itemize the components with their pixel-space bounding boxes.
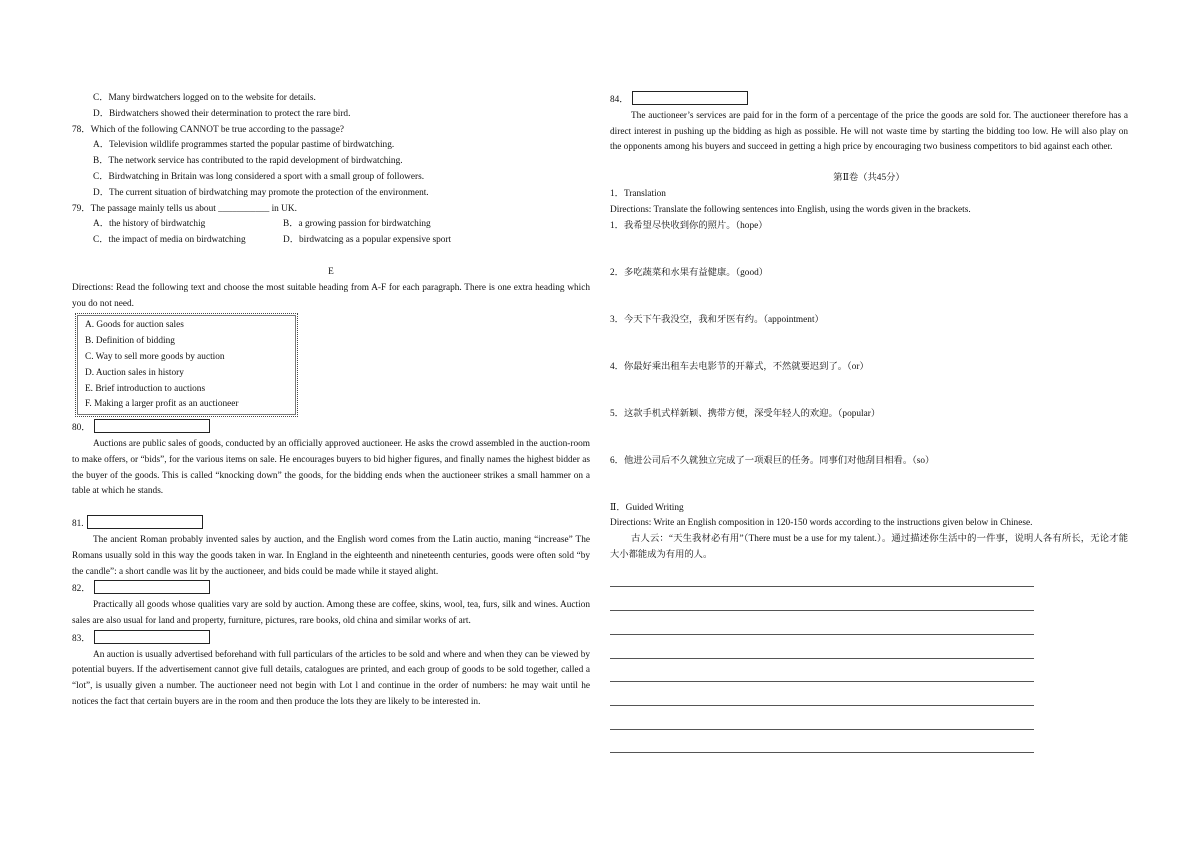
q83-answer-box[interactable] bbox=[94, 630, 210, 644]
writing-line[interactable] bbox=[610, 659, 1034, 683]
q80-number: 80． bbox=[72, 423, 91, 434]
writing-line[interactable] bbox=[610, 587, 1034, 611]
q78-stem: 78．Which of the following CANNOT be true according to the passage? bbox=[72, 124, 344, 135]
q79-option-c: C．the impact of media on birdwatching bbox=[93, 235, 246, 246]
guided-writing-title: Ⅱ．Guided Writing bbox=[610, 502, 684, 513]
q79-option-a: A．the history of birdwatchig bbox=[93, 219, 206, 230]
left-column bbox=[72, 91, 590, 711]
q80-answer-box[interactable] bbox=[94, 419, 210, 433]
q82-number: 82． bbox=[72, 584, 91, 595]
section-e-directions: Directions: Read the following text and choose the most suitable heading from A-F for each paragraph. There is one extra heading which you do not need. bbox=[72, 282, 590, 309]
heading-option-f: F. Making a larger profit as an auctioneer bbox=[85, 399, 239, 410]
q79-option-d: D．birdwatcing as a popular expensive sport bbox=[283, 235, 452, 246]
q84-paragraph: The auctioneer’s services are paid for in the form of a percentage of the price the goods are sold for. The auctioneer therefore has a direct interest in pushing up the bidding as high as possible. He will not waste time by starting the bidding too low. He will also play on the opponents among his buyers and succeed in getting a high price by encouraging two business competitors to bid against each other. bbox=[610, 110, 1128, 153]
headings-box bbox=[75, 313, 298, 417]
q78-option-a: A．Television wildlife programmes started the popular pastime of birdwatching. bbox=[93, 140, 395, 151]
q81-number: 81. bbox=[72, 519, 84, 530]
writing-line[interactable] bbox=[610, 611, 1034, 635]
q84-number: 84． bbox=[610, 95, 629, 105]
q78-option-c: C．Birdwatching in Britain was long considered a sport with a small group of followers. bbox=[93, 171, 425, 182]
translation-item-4[interactable] bbox=[610, 360, 1128, 407]
q80-label bbox=[72, 419, 590, 437]
q79-options-row-2 bbox=[72, 233, 590, 249]
heading-option-b: B. Definition of bidding bbox=[85, 336, 175, 347]
translation-item-5-text: 5．这款手机式样新颖、携带方便，深受年轻人的欢迎。（popular） bbox=[610, 408, 881, 419]
writing-line[interactable] bbox=[610, 564, 1034, 588]
heading-option-d: D. Auction sales in history bbox=[85, 367, 184, 378]
q79-stem: 79．The passage mainly tells us about ___________ in UK. bbox=[72, 203, 297, 214]
q81-label bbox=[72, 515, 590, 533]
translation-title: 1．Translation bbox=[610, 188, 666, 199]
q82-paragraph: Practically all goods whose qualities vary are sold by auction. Among these are coffee, skins, wool, tea, furs, silk and wines. Auction sales are also usual for land and property, furniture, pictures, rare books, old china and similar works of art. bbox=[72, 600, 590, 626]
translation-item-6-text: 6．他进公司后不久就独立完成了一项艰巨的任务。同事们对他刮目相看。（so） bbox=[610, 455, 935, 466]
right-column bbox=[610, 91, 1128, 753]
translation-item-3[interactable] bbox=[610, 313, 1128, 360]
q82-label bbox=[72, 580, 590, 598]
writing-line[interactable] bbox=[610, 706, 1034, 730]
q77-option-d: D．Birdwatchers showed their determination to protect the rare bird. bbox=[93, 108, 351, 119]
q81-answer-box[interactable] bbox=[87, 515, 203, 529]
section-e-title: E bbox=[328, 266, 334, 277]
translation-directions: Directions: Translate the following sentences into English, using the words given in the brackets. bbox=[610, 204, 971, 215]
writing-line[interactable] bbox=[610, 682, 1034, 706]
heading-option-c: C. Way to sell more goods by auction bbox=[85, 351, 225, 362]
q78-option-d: D．The current situation of birdwatching may promote the protection of the environment. bbox=[93, 187, 429, 198]
guided-writing-prompt: 古人云：“天生我材必有用”（There must be a use for my talent.）。通过描述你生活中的一件事，说明人各有所长，无论才能大小都能成为有用的人。 bbox=[610, 534, 1128, 560]
q80-paragraph: Auctions are public sales of goods, conducted by an officially approved auctioneer. He asks the crowd assembled in the auction-room to make offers, or “bids”, for the various items on sale. He encourages buyers to bid higher figures, and finally names the highest bidder as the buyer of the goods. This is called “knocking down” the goods, for the bidding ends when the auctioneer strikes a small hammer on a table at which he stands. bbox=[72, 438, 590, 497]
translation-item-6[interactable] bbox=[610, 454, 1128, 501]
part2-title: 第Ⅱ卷（共45分） bbox=[833, 173, 905, 184]
writing-lines[interactable] bbox=[610, 564, 1128, 754]
translation-item-2-text: 2．多吃蔬菜和水果有益健康。（good） bbox=[610, 267, 769, 278]
q82-answer-box[interactable] bbox=[94, 580, 210, 594]
q83-label bbox=[72, 630, 590, 648]
translation-item-1-text: 1．我希望尽快收到你的照片。（hope） bbox=[610, 220, 768, 231]
q77-option-c: C．Many birdwatchers logged on to the website for details. bbox=[93, 93, 316, 103]
heading-option-e: E. Brief introduction to auctions bbox=[85, 383, 206, 394]
translation-item-3-text: 3．今天下午我没空，我和牙医有约。（appointment） bbox=[610, 314, 824, 325]
heading-option-a: A. Goods for auction sales bbox=[85, 320, 184, 331]
translation-item-1[interactable] bbox=[610, 219, 1128, 266]
translation-item-5[interactable] bbox=[610, 407, 1128, 454]
q83-number: 83． bbox=[72, 633, 91, 644]
writing-line[interactable] bbox=[610, 730, 1034, 754]
q79-option-b: B．a growing passion for birdwatching bbox=[283, 219, 431, 230]
q79-options-row-1 bbox=[72, 217, 590, 233]
writing-line[interactable] bbox=[610, 635, 1034, 659]
translation-item-2[interactable] bbox=[610, 266, 1128, 313]
translation-item-4-text: 4．你最好乘出租车去电影节的开幕式，不然就要迟到了。（or） bbox=[610, 361, 869, 372]
guided-writing-directions: Directions: Write an English composition in 120-150 words according to the instructions given below in Chinese. bbox=[610, 518, 1033, 529]
q84-answer-box[interactable] bbox=[632, 91, 748, 105]
q83-paragraph: An auction is usually advertised beforehand with full particulars of the articles to be sold and where and when they can be viewed by potential buyers. If the advertisement cannot give full details, catalogues are printed, and each group of goods to be sold together, called a “lot”, is usually given a number. The auctioneer need not begin with Lot l and continue in the order of numbers: he may wait until he notices the fact that certain buyers are in the room and then produce the lots they are likely to be interested in. bbox=[72, 649, 590, 707]
q81-paragraph: The ancient Roman probably invented sales by auction, and the English word comes from the Latin auctio, maning “increase” The Romans usually sold in this way the goods taken in war. In England in the eighteenth and nineteenth centuries, goods were often sold “by the candle”: a short candle was lit by the auctioneer, and bids could be made while it stayed alight. bbox=[72, 534, 590, 577]
q84-label bbox=[610, 91, 1128, 109]
q78-option-b: B．The network service has contributed to the rapid development of birdwatching. bbox=[93, 156, 403, 167]
